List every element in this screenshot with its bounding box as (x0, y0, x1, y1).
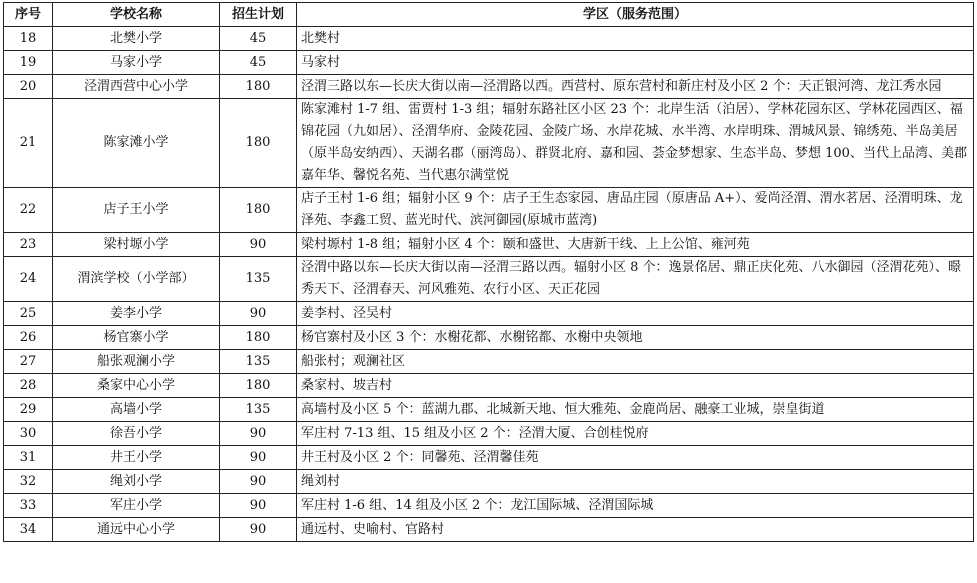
district-area: 通远村、史喻村、官路村 (297, 518, 974, 542)
header-district: 学区（服务范围） (297, 3, 974, 27)
row-number: 19 (4, 51, 53, 75)
school-name: 陈家滩小学 (53, 99, 220, 188)
table-row (4, 350, 974, 374)
district-area: 绳刘村 (297, 470, 974, 494)
row-number: 34 (4, 518, 53, 542)
school-name: 梁村塬小学 (53, 233, 220, 257)
row-number: 24 (4, 257, 53, 302)
school-name: 船张观澜小学 (53, 350, 220, 374)
row-number: 32 (4, 470, 53, 494)
row-number: 25 (4, 302, 53, 326)
enrollment-plan: 90 (220, 233, 297, 257)
row-number: 20 (4, 75, 53, 99)
district-area: 井王村及小区 2 个：同馨苑、泾渭馨佳苑 (297, 446, 974, 470)
district-area: 高墙村及小区 5 个：蓝湖九郡、北城新天地、恒大雅苑、金鹿尚居、融豪工业城，崇皇街道 (297, 398, 974, 422)
enrollment-plan: 90 (220, 446, 297, 470)
enrollment-plan: 90 (220, 422, 297, 446)
district-area: 杨官寨村及小区 3 个：水榭花都、水榭铭都、水榭中央领地 (297, 326, 974, 350)
table-row (4, 518, 974, 542)
table-row (4, 302, 974, 326)
school-name: 泾渭西营中心小学 (53, 75, 220, 99)
enrollment-plan: 90 (220, 302, 297, 326)
header-row (4, 3, 974, 27)
row-number: 27 (4, 350, 53, 374)
table-row (4, 233, 974, 257)
enrollment-plan: 135 (220, 350, 297, 374)
school-name: 渭滨学校（小学部） (53, 257, 220, 302)
header-school-name: 学校名称 (53, 3, 220, 27)
table-row (4, 374, 974, 398)
enrollment-plan: 90 (220, 470, 297, 494)
enrollment-plan: 180 (220, 374, 297, 398)
enrollment-plan: 180 (220, 99, 297, 188)
school-name: 徐吾小学 (53, 422, 220, 446)
school-name: 井王小学 (53, 446, 220, 470)
school-name: 马家小学 (53, 51, 220, 75)
header-enrollment-plan: 招生计划 (220, 3, 297, 27)
district-area: 陈家滩村 1-7 组、雷贾村 1-3 组；辐射东路社区小区 23 个：北岸生活（泊居）、学林花园东区、学林花园西区、福锦花园（九如居）、泾渭华府、金陵花园、金陵广场、水岸花城、水半湾、水岸明珠、渭城风景、锦绣苑、半岛美居（原半岛安纳西）、天湖名郡（丽湾岛）、群贤北府、嘉和园、荟金梦想家、生态半岛、梦想 100、当代上品湾、美郡嘉年华、馨悦名苑、当代惠尔满堂悦 (297, 99, 974, 188)
row-number: 22 (4, 188, 53, 233)
enrollment-plan: 45 (220, 27, 297, 51)
table-row (4, 326, 974, 350)
district-area: 桑家村、坡吉村 (297, 374, 974, 398)
table-row (4, 99, 974, 188)
row-number: 33 (4, 494, 53, 518)
district-area: 梁村塬村 1-8 组；辐射小区 4 个：颐和盛世、大唐新干线、上上公馆、雍河苑 (297, 233, 974, 257)
district-area: 军庄村 1-6 组、14 组及小区 2 个：龙江国际城、泾渭国际城 (297, 494, 974, 518)
table-row (4, 470, 974, 494)
district-area: 泾渭三路以东—长庆大街以南—泾渭路以西。西营村、原东营村和新庄村及小区 2 个：天正银河湾、龙江秀水园 (297, 75, 974, 99)
table-row (4, 494, 974, 518)
table-row (4, 446, 974, 470)
school-name: 绳刘小学 (53, 470, 220, 494)
row-number: 29 (4, 398, 53, 422)
row-number: 28 (4, 374, 53, 398)
table-row (4, 75, 974, 99)
header-number: 序号 (4, 3, 53, 27)
school-name: 杨官寨小学 (53, 326, 220, 350)
row-number: 31 (4, 446, 53, 470)
district-area: 姜李村、泾吴村 (297, 302, 974, 326)
enrollment-plan: 180 (220, 75, 297, 99)
enrollment-plan: 90 (220, 518, 297, 542)
enrollment-plan: 90 (220, 494, 297, 518)
school-name: 店子王小学 (53, 188, 220, 233)
table-row (4, 51, 974, 75)
district-area: 店子王村 1-6 组；辐射小区 9 个：店子王生态家园、唐品庄园（原唐品 A+）、爱尚泾渭、渭水茗居、泾渭明珠、龙泽苑、李鑫工贸、蓝光时代、滨河御园(原城市蓝湾) (297, 188, 974, 233)
school-name: 姜李小学 (53, 302, 220, 326)
table-row (4, 422, 974, 446)
enrollment-plan: 180 (220, 326, 297, 350)
enrollment-plan: 45 (220, 51, 297, 75)
row-number: 18 (4, 27, 53, 51)
school-name: 军庄小学 (53, 494, 220, 518)
district-area: 泾渭中路以东—长庆大街以南—泾渭三路以西。辐射小区 8 个：逸景佲居、鼎正庆化苑、八水御园（泾渭花苑）、暻秀天下、泾渭春天、河风雅苑、农行小区、天正花园 (297, 257, 974, 302)
school-name: 通远中心小学 (53, 518, 220, 542)
enrollment-table (3, 2, 974, 542)
row-number: 21 (4, 99, 53, 188)
district-area: 北樊村 (297, 27, 974, 51)
district-area: 马家村 (297, 51, 974, 75)
district-area: 军庄村 7-13 组、15 组及小区 2 个：泾渭大厦、合创桂悦府 (297, 422, 974, 446)
table-row (4, 188, 974, 233)
school-name: 桑家中心小学 (53, 374, 220, 398)
enrollment-plan: 135 (220, 257, 297, 302)
row-number: 26 (4, 326, 53, 350)
table-row (4, 257, 974, 302)
enrollment-plan: 180 (220, 188, 297, 233)
table-row (4, 27, 974, 51)
table-row (4, 398, 974, 422)
enrollment-plan: 135 (220, 398, 297, 422)
school-name: 高墙小学 (53, 398, 220, 422)
row-number: 30 (4, 422, 53, 446)
district-area: 船张村；观澜社区 (297, 350, 974, 374)
school-name: 北樊小学 (53, 27, 220, 51)
row-number: 23 (4, 233, 53, 257)
